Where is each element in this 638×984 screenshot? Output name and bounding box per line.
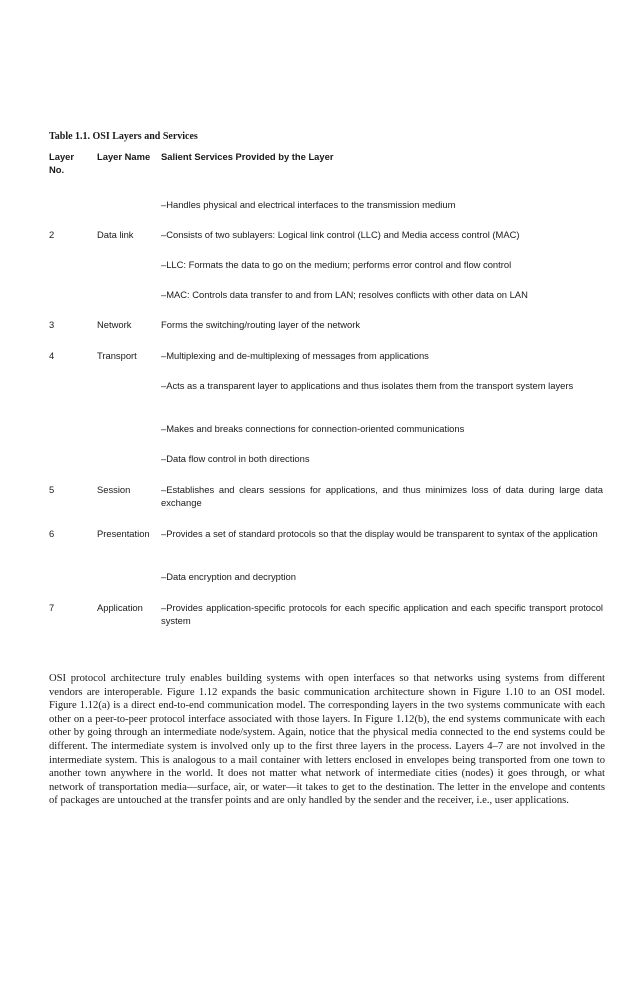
layer-no: 2 [49,229,55,240]
layer-no: 3 [49,319,55,330]
layer-name: Application [97,602,143,613]
header-layer-name: Layer Name [97,151,151,162]
layer-service: –Multiplexing and de-multiplexing of messages from applications [161,350,429,361]
layer-service: –LLC: Formats the data to go on the medium; performs error control and flow control [161,259,512,270]
layer-name: Transport [97,350,137,361]
layer-service: –Provides application-specific protocols for each specific application and each specific transport protocol system [161,602,603,626]
page [49,0,605,984]
layer-no: 5 [49,484,55,495]
body-paragraph: OSI protocol architecture truly enables building systems with open interfaces so that networks using systems from different vendors are interoperable. Figure 1.12 expands the basic communication architecture shown in Figure 1.10 to an OSI model. Figure 1.12(a) is a direct end-to-end communication model. The corresponding layers in the two systems communicate with each other on a peer-to-peer protocol interface associated with those layers. In Figure 1.12(b), the end systems communicate with each other by going through an intermediate node/system. Again, notice that the physical media connected to the end systems could be different. The intermediate system is involved only up to the first three layers in the process. Layers 4–7 are not involved in the intermediate system. This is analogous to a mail container with letters enclosed in envelopes being transported from one town to another town anywhere in the world. It does not matter what network of intermediate cities (nodes) it goes through, or what network of transportation media—surface, air, or water—it takes to get to the destination. The letter in the envelope and contents of packages are untouched at the transfer points and are only handled by the sender and the receiver, i.e., user applications. [49,673,605,807]
layer-name: Presentation [97,528,150,539]
layer-no: 7 [49,602,55,613]
layer-service: –Data encryption and decryption [161,571,296,582]
layer-name: Session [97,484,131,495]
layer-service: –Data flow control in both directions [161,453,310,464]
osi-layers-table [49,151,605,626]
layer-service: –Establishes and clears sessions for applications, and thus minimizes loss of data during large data exchange [161,484,603,508]
layer-service: –Makes and breaks connections for connection-oriented communications [161,423,465,434]
layer-no: 6 [49,528,55,539]
layer-service: –Handles physical and electrical interfaces to the transmission medium [161,199,456,210]
layer-name: Network [97,319,132,330]
layer-service: –Provides a set of standard protocols so that the display would be transparent to syntax of the application [161,528,598,539]
layer-service: –MAC: Controls data transfer to and from LAN; resolves conflicts with other data on LAN [161,289,528,300]
table-caption: Table 1.1. OSI Layers and Services [49,131,198,142]
layer-service: Forms the switching/routing layer of the network [161,319,361,330]
header-services: Salient Services Provided by the Layer [161,151,334,162]
layer-name: Data link [97,229,134,240]
table-header [49,151,605,189]
layer-service: –Consists of two sublayers: Logical link control (LLC) and Media access control (MAC) [161,229,520,240]
layer-service: –Acts as a transparent layer to applications and thus isolates them from the transport system layers [161,380,574,391]
header-layer-no: Layer No. [49,151,75,175]
layer-no: 4 [49,350,55,361]
